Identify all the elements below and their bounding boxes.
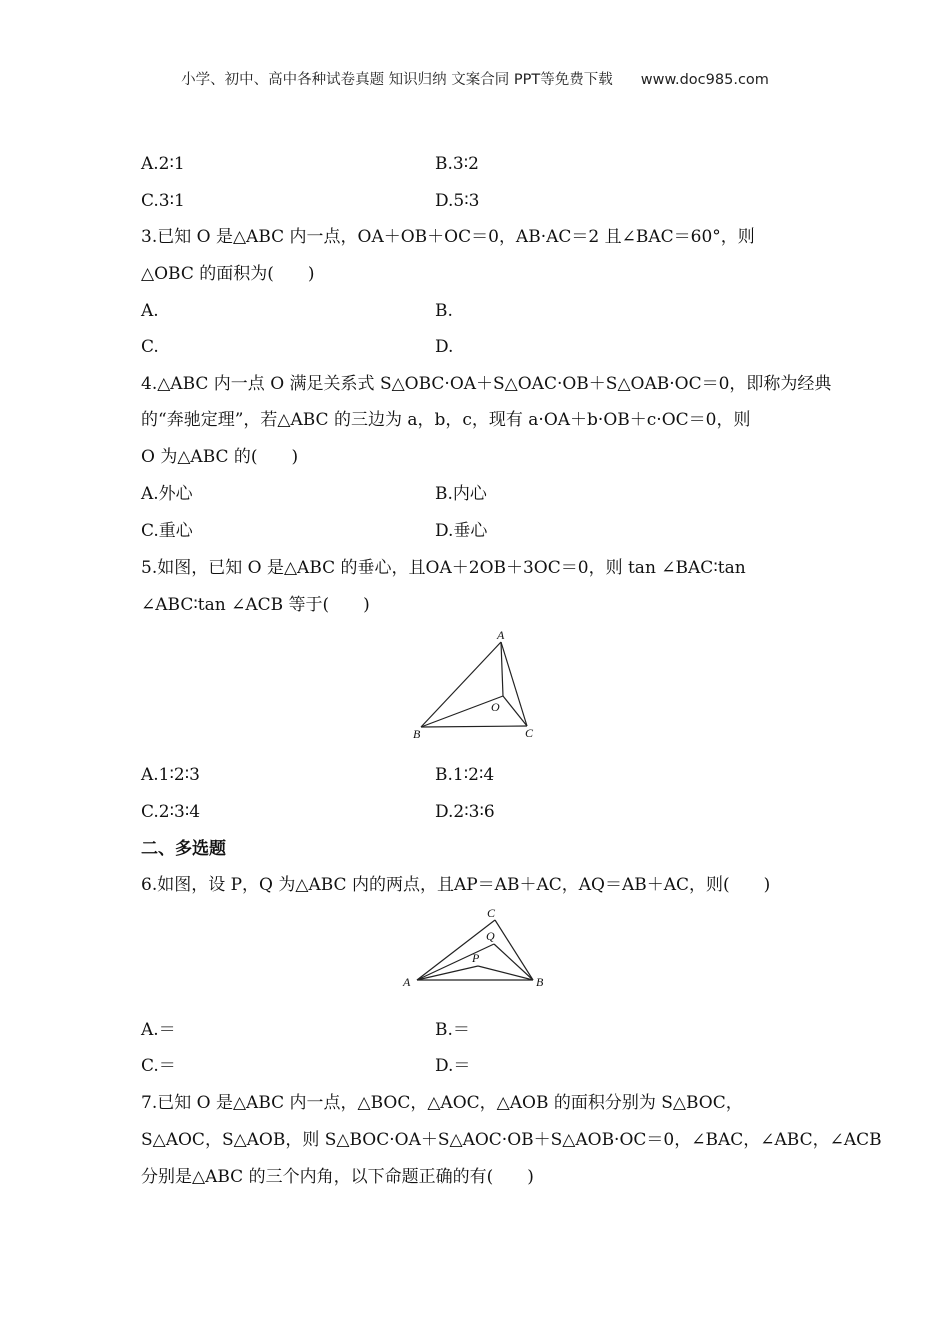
q7-stem-line1: 7.已知 O 是△ABC 内一点，△BOC，△AOC，△AOB 的面积分别为 S△BOC， [141, 1093, 743, 1113]
q4-option-c: C.重心 [141, 521, 193, 541]
q5-option-b: B.1∶2∶4 [435, 765, 495, 785]
q3-option-d: D. [435, 337, 454, 357]
q5-label-b: B [413, 727, 421, 741]
q3-option-a: A. [141, 301, 159, 321]
q5-edge-ac [501, 642, 527, 726]
q5-stem-line1: 5.如图，已知 O 是△ABC 的垂心，且OA＋2OB＋3OC＝0，则 tan ∠BAC∶tan [141, 558, 746, 578]
q6-option-d: D.＝ [435, 1056, 471, 1076]
q6-option-b: B.＝ [435, 1020, 470, 1040]
q5-option-a: A.1∶2∶3 [141, 765, 200, 785]
q5-option-c: C.2∶3∶4 [141, 802, 201, 822]
q5-label-c: C [525, 726, 534, 740]
q5-label-o: O [491, 700, 500, 714]
q2-option-a: A.2∶1 [141, 154, 185, 174]
q5-label-a: A [497, 628, 505, 642]
q6-option-a: A.＝ [141, 1020, 176, 1040]
q6-label-b: B [536, 975, 544, 989]
q4-stem-line2: 的“奔驰定理”，若△ABC 的三边为 a，b，c，现有 a·OA＋b·OB＋c·OC＝0，则 [141, 410, 751, 430]
q6-label-q: Q [486, 929, 495, 943]
header-text: 小学、初中、高中各种试卷真题 知识归纳 文案合同 PPT等免费下载 [181, 72, 613, 88]
q6-triangle-figure [398, 904, 550, 992]
q6-label-a: A [403, 975, 411, 989]
q3-option-b: B. [435, 301, 453, 321]
q5-option-d: D.2∶3∶6 [435, 802, 495, 822]
header-url[interactable]: www.doc985.com [640, 72, 769, 88]
q6-stem-line1: 6.如图，设 P，Q 为△ABC 内的两点，且AP＝AB＋AC，AQ＝AB＋AC，则( ) [141, 875, 771, 895]
q6-segment-aq [417, 944, 494, 980]
q5-triangle-figure [405, 626, 545, 742]
q6-label-c: C [487, 906, 496, 920]
q3-stem-line2: △OBC 的面积为( ) [141, 264, 315, 284]
q6-option-c: C.＝ [141, 1056, 176, 1076]
q2-option-b: B.3∶2 [435, 154, 479, 174]
q3-stem-line1: 3.已知 O 是△ABC 内一点，OA＋OB＋OC＝0，AB·AC＝2 且∠BAC＝60°，则 [141, 227, 755, 247]
q4-option-b: B.内心 [435, 484, 487, 504]
q5-stem-line2: ∠ABC∶tan ∠ACB 等于( ) [141, 595, 370, 615]
q3-option-c: C. [141, 337, 159, 357]
section-title-multiple-choice: 二、多选题 [141, 839, 226, 859]
q5-segment-co [503, 696, 527, 726]
q7-stem-line2: S△AOC，S△AOB，则 S△BOC·OA＋S△AOC·OB＋S△AOB·OC＝0，∠BAC，∠ABC，∠ACB [141, 1130, 882, 1150]
q4-stem-line3: O 为△ABC 的( ) [141, 447, 299, 467]
q4-stem-line1: 4.△ABC 内一点 O 满足关系式 S△OBC·OA＋S△OAC·OB＋S△OAB·OC＝0，即称为经典 [141, 374, 832, 394]
q4-option-a: A.外心 [141, 484, 193, 504]
q4-option-d: D.垂心 [435, 521, 488, 541]
q2-option-c: C.3∶1 [141, 191, 185, 211]
q7-stem-line3: 分别是△ABC 的三个内角，以下命题正确的有( ) [141, 1167, 534, 1187]
page-header [0, 68, 950, 89]
q2-option-d: D.5∶3 [435, 191, 480, 211]
q6-label-p: P [472, 951, 480, 965]
q5-edge-ab [421, 642, 501, 727]
q5-segment-ao [501, 642, 503, 696]
q5-edge-bc [421, 726, 527, 727]
